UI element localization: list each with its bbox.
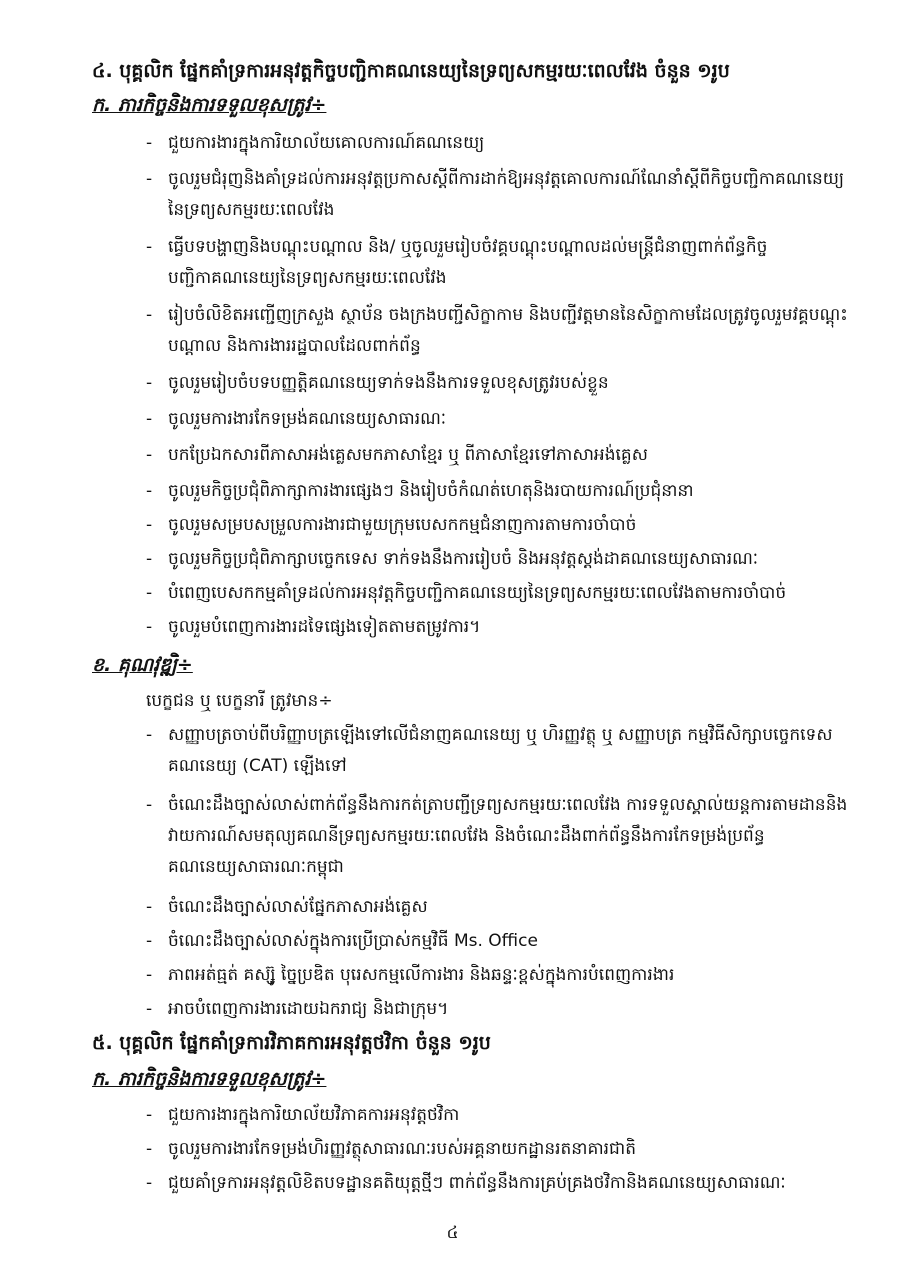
list-item: - ភាពអត់ធ្មត់ គស្ស៊ូ ច្នៃប្រឌិត បុរេសកម្មលើការងារ និងឆន្ទៈខ្ពស់ក្នុងការបំពេញការងារ [146, 965, 675, 985]
section-4-qual-title: ខ. គុណវុឌ្ឍិ÷ [92, 654, 193, 676]
list-item: - ចំណេះដឹងច្បាស់លាស់ពាក់ព័ន្ធនឹងការកត់ត្រាបញ្ជីទ្រព្យសកម្មរយៈពេលវែង ការទទួលស្គាល់យន្តការតាមដាននិងវាយការណ៍សមតុល្យគណនីទ្រព្យសកម្មរយៈពេលវែង និងចំណេះដឹងពាក់ព័ន្ធនឹងការកែទម្រង់ប្រព័ន្ធគណនេយ្យសាធារណៈកម្ពុជា [146, 795, 848, 877]
list-item: - បកប្រែឯកសារពីភាសាអង់គ្លេសមកភាសាខ្មែរ ឬ ពីភាសាខ្មែរទៅភាសាអង់គ្លេស [146, 445, 648, 465]
list-item: - ចំណេះដឹងច្បាស់លាស់ផ្នែកភាសាអង់គ្លេស [146, 897, 428, 917]
list-item: - ចូលរួមការងារកែទម្រង់គណនេយ្យសាធារណៈ [146, 409, 447, 429]
list-item: - រៀបចំលិខិតអញ្ជើញក្រសួង ស្ថាប័ន ចងក្រងបញ្ជីសិក្ខាកាម និងបញ្ជីវត្តមាននៃសិក្ខាកាមដែលត្រូវចូលរួមវគ្គបណ្តុះបណ្តាល និងការងាររដ្ឋបាលដែលពាក់ព័ន្ធ [146, 305, 848, 356]
section-5-heading: ៥. បុគ្គលិក ផ្នែកគាំទ្រការវិភាគការអនុវត្តថវិកា ចំនួន ១រូប [92, 1032, 491, 1054]
list-item: - ចូលរួមបំពេញការងារដទៃផ្សេងទៀតតាមតម្រូវការ។ [146, 617, 481, 637]
section-5-duties-title: ក. ភារកិច្ចនិងការទទួលខុសត្រូវ÷ [92, 1068, 327, 1090]
section-4-heading: ៤. បុគ្គលិក ផ្នែកគាំទ្រការអនុវត្តកិច្ចបញ្ជិកាគណនេយ្យនៃទ្រព្យសកម្មរយៈពេលវែង ចំនួន ១រូប [92, 60, 730, 82]
list-item: - ចូលរួមកិច្ចប្រជុំពិភាក្សាការងារផ្សេងៗ និងរៀបចំកំណត់ហេតុនិងរបាយការណ៍ប្រជុំនានា [146, 481, 694, 501]
list-item: - ចូលរួមការងារកែទម្រង់ហិរញ្ញវត្ថុសាធារណៈរបស់អគ្គនាយកដ្ឋានរតនាគារជាតិ [146, 1139, 637, 1159]
list-item: - អាចបំពេញការងារដោយឯករាជ្យ និងជាក្រុម។ [146, 999, 449, 1019]
page-number: ៤ [446, 1223, 459, 1243]
list-item: - ជួយការងារក្នុងការិយាល័យគោលការណ៍គណនេយ្យ [146, 133, 485, 153]
list-item: - ចូលរួមសម្របសម្រួលការងារជាមួយក្រុមបេសកកម្មជំនាញការតាមការចាំបាច់ [146, 515, 637, 535]
qual-intro: បេក្ខជន ឬ បេក្ខនារី ត្រូវមាន÷ [146, 691, 333, 711]
list-item: - ជួយគាំទ្រការអនុវត្តលិខិតបទដ្ឋានគតិយុត្តថ្មីៗ ពាក់ព័ន្ធនឹងការគ្រប់គ្រងថវិកានិងគណនេយ្យសាធារណៈ [146, 1173, 786, 1193]
list-item: - បំពេញបេសកកម្មគាំទ្រដល់ការអនុវត្តកិច្ចបញ្ជិកាគណនេយ្យនៃទ្រព្យសកម្មរយៈពេលវែងតាមការចាំបាច់ [146, 583, 787, 603]
list-item: - ចំណេះដឹងច្បាស់លាស់ក្នុងការប្រើប្រាស់កម្មវិធី Ms. Office [146, 931, 538, 951]
list-item: - សញ្ញាបត្រចាប់ពីបរិញ្ញាបត្រឡើងទៅលើជំនាញគណនេយ្យ ឬ ហិរញ្ញវត្ថុ ឬ សញ្ញាបត្រ កម្មវិធីសិក្សាបច្ចេកទេសគណនេយ្យ (CAT) ឡើងទៅ [146, 725, 833, 776]
list-item: - ចូលរួមជំរុញនិងគាំទ្រដល់ការអនុវត្តប្រកាសស្តីពីការដាក់ឱ្យអនុវត្តគោលការណ៍ណែនាំស្តីពីកិច្ចបញ្ជិកាគណនេយ្យនៃទ្រព្យសកម្មរយៈពេលវែង [146, 169, 845, 220]
section-4-duties-title: ក. ភារកិច្ចនិងការទទួលខុសត្រូវ÷ [92, 94, 327, 116]
list-item: - ចូលរួមរៀបចំបទបញ្ញត្តិគណនេយ្យទាក់ទងនឹងការទទួលខុសត្រូវរបស់ខ្លួន [146, 373, 609, 393]
list-item: - ជួយការងារក្នុងការិយាល័យវិភាគការអនុវត្តថវិកា [146, 1105, 460, 1125]
list-item: - ធ្វើបទបង្ហាញនិងបណ្តុះបណ្តាល និង/ ឬចូលរួមរៀបចំវគ្គបណ្តុះបណ្តាលដល់មន្ត្រីជំនាញពាក់ព័ន្ធកិច្ចបញ្ជិកាគណនេយ្យនៃទ្រព្យសកម្មរយៈពេលវែង [146, 237, 768, 288]
list-item: - ចូលរួមកិច្ចប្រជុំពិភាក្សាបច្ចេកទេស ទាក់ទងនឹងការរៀបចំ និងអនុវត្តស្តង់ដាគណនេយ្យសាធារណៈ [146, 549, 759, 569]
